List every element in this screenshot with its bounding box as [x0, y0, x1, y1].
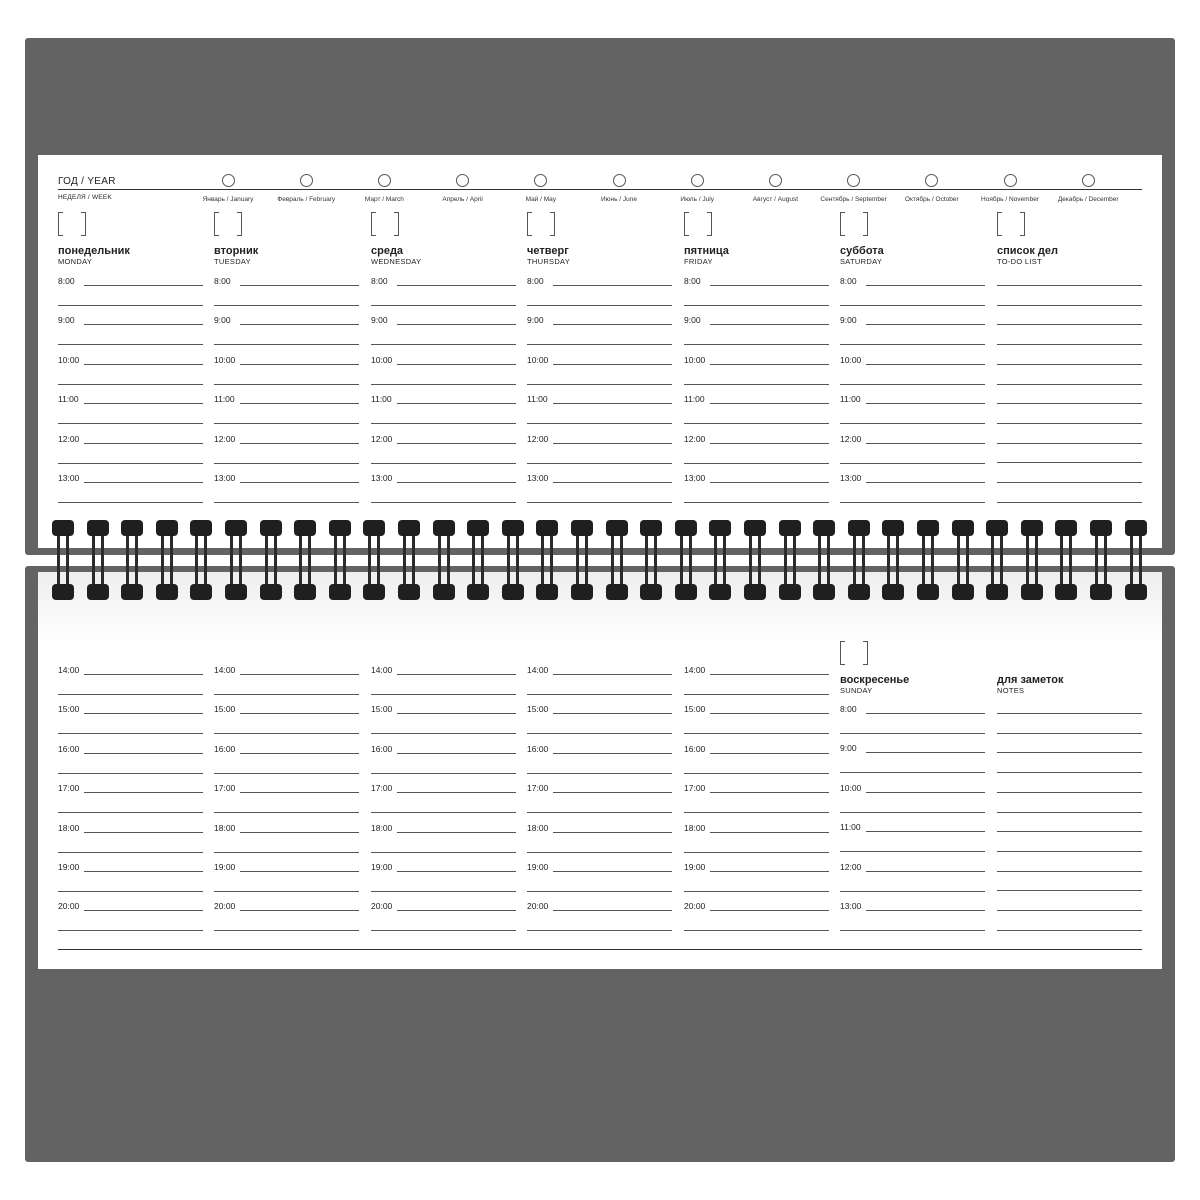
time-slot[interactable] — [371, 355, 516, 385]
month-checkbox[interactable] — [300, 174, 313, 187]
time-label: 9:00 — [527, 315, 544, 326]
time-label: 18:00 — [527, 822, 549, 833]
time-slot[interactable] — [684, 355, 829, 385]
time-label: 16:00 — [684, 743, 706, 754]
time-slot[interactable] — [371, 665, 516, 695]
time-label: 15:00 — [214, 704, 236, 715]
month-8[interactable] — [735, 174, 815, 203]
month-label: Февраль / February — [277, 196, 336, 203]
time-slot[interactable] — [371, 901, 516, 931]
time-label: 17:00 — [58, 783, 80, 794]
binding-ring — [1125, 520, 1147, 602]
note-line[interactable] — [997, 871, 1142, 872]
time-slot[interactable] — [58, 473, 203, 503]
time-label: 13:00 — [840, 901, 862, 911]
month-checkbox[interactable] — [691, 174, 704, 187]
time-label: 13:00 — [527, 473, 549, 483]
time-slot[interactable] — [371, 434, 516, 464]
footer-divider — [58, 949, 1142, 950]
time-slot[interactable] — [840, 473, 985, 503]
time-label: 15:00 — [371, 704, 393, 715]
note-line[interactable] — [997, 462, 1142, 463]
date-box[interactable] — [840, 641, 868, 665]
month-label: Июль / July — [680, 196, 714, 203]
day-name: суббота — [840, 245, 884, 257]
binding-ring — [744, 520, 766, 602]
time-slot[interactable] — [58, 744, 203, 774]
time-label: 13:00 — [371, 473, 393, 483]
time-slot[interactable] — [684, 665, 829, 695]
month-checkbox[interactable] — [534, 174, 547, 187]
time-slot[interactable] — [371, 862, 516, 892]
time-slot[interactable] — [527, 862, 672, 892]
time-slot[interactable] — [58, 783, 203, 813]
month-checkbox[interactable] — [378, 174, 391, 187]
time-slot[interactable] — [840, 822, 985, 852]
time-slot[interactable] — [214, 901, 359, 931]
date-box[interactable] — [58, 212, 86, 236]
time-label: 13:00 — [58, 473, 80, 483]
time-slot[interactable] — [214, 473, 359, 503]
time-label: 9:00 — [371, 315, 388, 326]
day-name-en: THURSDAY — [527, 257, 571, 266]
note-line[interactable] — [997, 443, 1142, 444]
time-slot[interactable] — [840, 704, 985, 734]
time-label: 16:00 — [371, 743, 393, 754]
time-label: 10:00 — [527, 354, 549, 365]
time-slot[interactable] — [684, 434, 829, 464]
time-label: 9:00 — [684, 315, 701, 326]
note-line[interactable] — [997, 364, 1142, 365]
year-label: ГОД / YEAR — [58, 176, 116, 187]
note-line[interactable] — [997, 910, 1142, 911]
time-label: 14:00 — [684, 665, 706, 675]
month-label: Декабрь / December — [1057, 196, 1119, 203]
day-name: для заметок — [997, 674, 1064, 686]
month-11[interactable] — [970, 174, 1050, 203]
time-label: 11:00 — [840, 394, 861, 405]
month-1[interactable] — [188, 174, 268, 203]
note-line[interactable] — [997, 772, 1142, 773]
note-line[interactable] — [997, 344, 1142, 345]
time-label: 20:00 — [527, 901, 549, 912]
binding-ring — [813, 520, 835, 602]
time-slot[interactable] — [58, 901, 203, 931]
time-slot[interactable] — [214, 862, 359, 892]
month-9[interactable] — [814, 174, 894, 203]
binding-ring — [882, 520, 904, 602]
time-slot[interactable] — [214, 783, 359, 813]
month-label: Ноябрь / November — [981, 196, 1039, 203]
time-label: 14:00 — [371, 665, 393, 675]
note-line[interactable] — [997, 324, 1142, 325]
day-name: воскресенье — [840, 674, 910, 686]
month-label: Август / August — [752, 196, 798, 203]
month-label: Январь / January — [202, 196, 254, 203]
time-label: 16:00 — [214, 743, 236, 754]
time-label: 8:00 — [214, 276, 231, 286]
day-name: вторник — [214, 245, 259, 257]
time-label: 12:00 — [840, 433, 862, 444]
month-12[interactable] — [1048, 174, 1128, 203]
time-label: 17:00 — [371, 783, 393, 794]
time-slot[interactable] — [527, 704, 672, 734]
time-slot[interactable] — [840, 315, 985, 345]
time-slot[interactable] — [371, 704, 516, 734]
time-slot[interactable] — [527, 823, 672, 853]
note-line[interactable] — [997, 285, 1142, 286]
time-slot[interactable] — [527, 744, 672, 774]
time-slot[interactable] — [684, 473, 829, 503]
date-box[interactable] — [214, 212, 242, 236]
binding-ring — [917, 520, 939, 602]
time-label: 14:00 — [214, 665, 236, 675]
time-label: 18:00 — [684, 822, 706, 833]
binding-ring — [536, 520, 558, 602]
day-name: список дел — [997, 245, 1059, 257]
time-slot[interactable] — [58, 355, 203, 385]
time-label: 8:00 — [840, 276, 857, 286]
time-label: 13:00 — [214, 473, 236, 483]
time-label: 8:00 — [527, 276, 544, 286]
binding-ring — [190, 520, 212, 602]
time-slot[interactable] — [684, 704, 829, 734]
time-slot[interactable] — [684, 276, 829, 306]
binding-ring — [986, 520, 1008, 602]
binding-ring — [848, 520, 870, 602]
month-label: Май / May — [525, 196, 557, 203]
time-label: 12:00 — [58, 433, 80, 444]
month-3[interactable] — [344, 174, 424, 203]
binding-ring — [1021, 520, 1043, 602]
note-line[interactable] — [997, 423, 1142, 424]
time-label: 8:00 — [371, 276, 388, 286]
time-slot[interactable] — [214, 315, 359, 345]
note-line[interactable] — [997, 384, 1142, 385]
note-line[interactable] — [997, 930, 1142, 931]
month-checkbox[interactable] — [613, 174, 626, 187]
time-label: 16:00 — [527, 743, 549, 754]
binding-ring — [52, 520, 74, 602]
binding-ring — [398, 520, 420, 602]
binding-ring — [675, 520, 697, 602]
note-line[interactable] — [997, 305, 1142, 306]
day-name: четверг — [527, 245, 569, 257]
time-label: 20:00 — [684, 901, 706, 912]
time-slot[interactable] — [214, 823, 359, 853]
binding-ring — [225, 520, 247, 602]
time-slot[interactable] — [840, 901, 985, 931]
binding-ring — [467, 520, 489, 602]
time-label: 13:00 — [684, 473, 706, 483]
time-label: 20:00 — [58, 901, 80, 912]
time-label: 12:00 — [684, 433, 706, 444]
time-slot[interactable] — [371, 744, 516, 774]
time-label: 17:00 — [527, 783, 549, 794]
time-slot[interactable] — [684, 901, 829, 931]
time-slot[interactable] — [684, 862, 829, 892]
month-label: Март / March — [364, 196, 404, 203]
time-label: 18:00 — [58, 822, 80, 833]
time-label: 19:00 — [371, 862, 393, 872]
note-line[interactable] — [997, 482, 1142, 483]
time-slot[interactable] — [58, 704, 203, 734]
note-line[interactable] — [997, 851, 1142, 852]
time-label: 11:00 — [58, 394, 79, 405]
time-label: 15:00 — [527, 704, 549, 715]
day-name: пятница — [684, 245, 729, 257]
time-slot[interactable] — [684, 394, 829, 424]
time-label: 14:00 — [58, 665, 80, 675]
binding-ring — [502, 520, 524, 602]
day-name-en: FRIDAY — [684, 257, 713, 266]
time-label: 10:00 — [58, 354, 80, 365]
time-label: 20:00 — [371, 901, 393, 912]
time-slot[interactable] — [684, 744, 829, 774]
time-label: 11:00 — [527, 394, 548, 405]
binding-ring — [1090, 520, 1112, 602]
time-slot[interactable] — [214, 704, 359, 734]
time-label: 9:00 — [58, 315, 75, 326]
binding-ring — [156, 520, 178, 602]
time-slot[interactable] — [214, 434, 359, 464]
note-line[interactable] — [997, 713, 1142, 714]
note-line[interactable] — [997, 831, 1142, 832]
time-slot[interactable] — [527, 783, 672, 813]
time-slot[interactable] — [527, 276, 672, 306]
binding-ring — [1055, 520, 1077, 602]
note-line[interactable] — [997, 733, 1142, 734]
month-checkbox[interactable] — [222, 174, 235, 187]
time-slot[interactable] — [214, 394, 359, 424]
time-label: 12:00 — [214, 433, 236, 444]
time-slot[interactable] — [58, 394, 203, 424]
time-slot[interactable] — [58, 665, 203, 695]
time-label: 9:00 — [840, 743, 857, 754]
month-label: Июнь / June — [600, 196, 638, 203]
month-5[interactable] — [501, 174, 581, 203]
note-line[interactable] — [997, 502, 1142, 503]
time-slot[interactable] — [527, 901, 672, 931]
time-label: 17:00 — [214, 783, 236, 794]
time-label: 19:00 — [684, 862, 706, 872]
time-label: 16:00 — [58, 743, 80, 754]
date-box[interactable] — [684, 212, 712, 236]
binding-ring — [571, 520, 593, 602]
month-4[interactable] — [423, 174, 503, 203]
month-label: Сентябрь / September — [820, 196, 887, 203]
time-slot[interactable] — [527, 355, 672, 385]
note-line[interactable] — [997, 792, 1142, 793]
time-slot[interactable] — [840, 394, 985, 424]
binding-ring — [329, 520, 351, 602]
time-slot[interactable] — [58, 862, 203, 892]
note-line[interactable] — [997, 403, 1142, 404]
note-line[interactable] — [997, 752, 1142, 753]
time-slot[interactable] — [684, 783, 829, 813]
time-label: 10:00 — [840, 782, 862, 793]
binding-ring — [363, 520, 385, 602]
time-label: 17:00 — [684, 783, 706, 794]
time-label: 18:00 — [371, 822, 393, 833]
day-name-en: SUNDAY — [840, 686, 873, 695]
time-label: 18:00 — [214, 822, 236, 833]
binding-ring — [606, 520, 628, 602]
time-label: 11:00 — [684, 394, 705, 405]
time-slot[interactable] — [684, 315, 829, 345]
date-box[interactable] — [840, 212, 868, 236]
time-slot[interactable] — [840, 276, 985, 306]
binding-ring — [640, 520, 662, 602]
time-slot[interactable] — [840, 355, 985, 385]
note-line[interactable] — [997, 890, 1142, 891]
date-box[interactable] — [527, 212, 555, 236]
time-slot[interactable] — [527, 394, 672, 424]
time-label: 10:00 — [840, 354, 862, 365]
binding-ring — [260, 520, 282, 602]
time-label: 8:00 — [684, 276, 701, 286]
time-slot[interactable] — [214, 665, 359, 695]
binding-ring — [121, 520, 143, 602]
time-label: 19:00 — [58, 862, 80, 872]
time-label: 12:00 — [371, 433, 393, 444]
time-label: 8:00 — [58, 276, 75, 286]
binding-ring — [87, 520, 109, 602]
time-label: 9:00 — [840, 315, 857, 326]
day-name-en: TUESDAY — [214, 257, 251, 266]
time-slot[interactable] — [527, 665, 672, 695]
day-name-en: SATURDAY — [840, 257, 883, 266]
time-label: 15:00 — [58, 704, 80, 715]
time-label: 11:00 — [840, 822, 861, 833]
time-label: 8:00 — [840, 704, 857, 714]
spiral-binding — [0, 520, 1200, 602]
time-label: 20:00 — [214, 901, 236, 912]
time-slot[interactable] — [840, 743, 985, 773]
time-label: 11:00 — [214, 394, 235, 405]
time-slot[interactable] — [527, 434, 672, 464]
binding-ring — [709, 520, 731, 602]
time-slot[interactable] — [527, 315, 672, 345]
time-slot[interactable] — [371, 315, 516, 345]
time-slot[interactable] — [58, 434, 203, 464]
month-checkbox[interactable] — [925, 174, 938, 187]
time-slot[interactable] — [214, 276, 359, 306]
binding-ring — [952, 520, 974, 602]
date-box[interactable] — [997, 212, 1025, 236]
day-name-en: MONDAY — [58, 257, 93, 266]
time-slot[interactable] — [684, 823, 829, 853]
time-slot[interactable] — [58, 315, 203, 345]
time-label: 19:00 — [527, 862, 549, 872]
day-name: понедельник — [58, 245, 130, 257]
time-label: 13:00 — [840, 473, 862, 483]
month-6[interactable] — [579, 174, 659, 203]
month-10[interactable] — [892, 174, 972, 203]
time-slot[interactable] — [58, 276, 203, 306]
time-label: 19:00 — [214, 862, 236, 872]
time-slot[interactable] — [371, 276, 516, 306]
note-line[interactable] — [997, 812, 1142, 813]
time-slot[interactable] — [840, 862, 985, 892]
time-slot[interactable] — [840, 783, 985, 813]
day-name-en: TO-DO LIST — [997, 257, 1042, 266]
time-slot[interactable] — [58, 823, 203, 853]
month-checkbox[interactable] — [847, 174, 860, 187]
month-7[interactable] — [657, 174, 737, 203]
binding-ring — [779, 520, 801, 602]
binding-ring — [433, 520, 455, 602]
time-slot[interactable] — [214, 744, 359, 774]
time-label: 12:00 — [527, 433, 549, 444]
month-checkbox[interactable] — [456, 174, 469, 187]
month-checkbox[interactable] — [1004, 174, 1017, 187]
time-slot[interactable] — [840, 434, 985, 464]
time-slot[interactable] — [527, 473, 672, 503]
time-slot[interactable] — [214, 355, 359, 385]
time-label: 10:00 — [684, 354, 706, 365]
time-slot[interactable] — [371, 473, 516, 503]
date-box[interactable] — [371, 212, 399, 236]
day-name: среда — [371, 245, 404, 257]
time-label: 9:00 — [214, 315, 231, 326]
time-label: 10:00 — [214, 354, 236, 365]
time-label: 11:00 — [371, 394, 392, 405]
time-slot[interactable] — [371, 394, 516, 424]
month-checkbox[interactable] — [769, 174, 782, 187]
time-label: 14:00 — [527, 665, 549, 675]
month-label: Октябрь / October — [904, 196, 959, 203]
day-name-en: WEDNESDAY — [371, 257, 422, 266]
time-label: 15:00 — [684, 704, 706, 715]
week-label: НЕДЕЛЯ / WEEK — [58, 194, 112, 201]
month-label: Апрель / April — [442, 196, 483, 203]
time-label: 12:00 — [840, 861, 862, 872]
time-slot[interactable] — [371, 783, 516, 813]
binding-ring — [294, 520, 316, 602]
time-label: 10:00 — [371, 354, 393, 365]
day-name-en: NOTES — [997, 686, 1025, 695]
month-2[interactable] — [266, 174, 346, 203]
month-checkbox[interactable] — [1082, 174, 1095, 187]
time-slot[interactable] — [371, 823, 516, 853]
